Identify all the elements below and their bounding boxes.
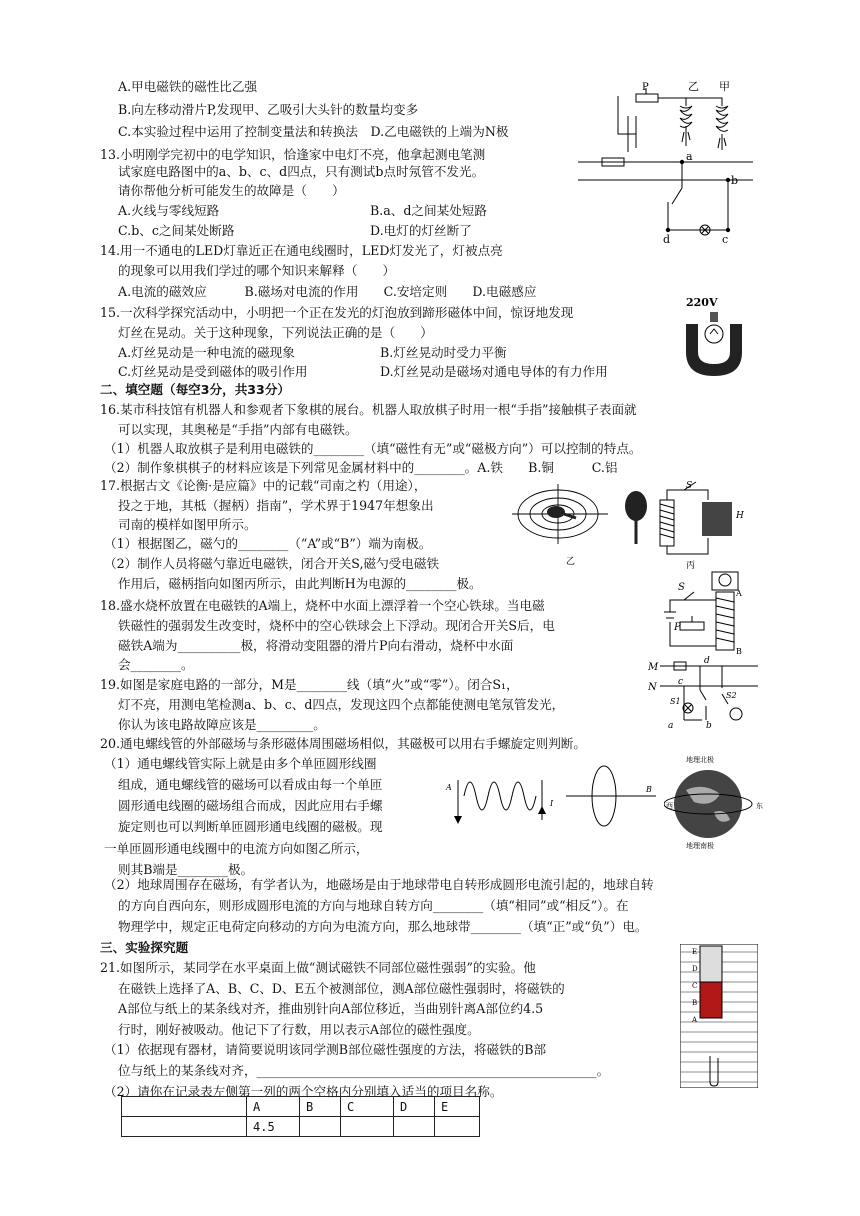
solenoid-a-label: A <box>446 783 452 792</box>
wire-m-label: M <box>648 662 659 673</box>
q20-p6: 则其B端是________极。 <box>118 862 254 877</box>
q19-line2: 灯不亮，用测电笔检测a、b、c、d四点，发现这四个点都能使测电笔氖管发光， <box>118 697 565 712</box>
q20-p2: 组成，通电螺线管的磁场可以看成由每一个单匝 <box>118 777 383 792</box>
spoon-compass-figure <box>512 478 764 570</box>
q20-p3: 圆形通电线圈的磁场组合而成，因此应用右手螺 <box>118 798 383 813</box>
beaker-electromagnet-figure <box>650 570 756 656</box>
point-d-label: d <box>704 656 710 666</box>
q15-option-b: B.灯丝晃动时受力平衡 <box>380 345 507 360</box>
current-i-label: I <box>550 799 554 808</box>
switch-s-label: S <box>678 582 685 593</box>
q20-q2-line1: （2）地球周围存在磁场，有学者认为，地磁场是由于地球带电自转形成圆形电流引起的，地球自转 <box>104 877 654 892</box>
q16-line2: 可以实现，其奥秘是“手指”内部有电磁铁。 <box>118 422 358 437</box>
q21-line5: （1）依据现有器材，请简要说明该同学测B部位磁性强度的方法，将磁铁的B部 <box>104 1042 547 1057</box>
q16-line3: （1）机器人取放棋子是利用电磁铁的________（填“磁性有无”或“磁极方向”）可以控制的特点。 <box>104 441 642 456</box>
table-cell <box>394 1117 435 1137</box>
q12-option-a: A.甲电磁铁的磁性比乙强 <box>118 79 258 94</box>
q21-line4: 行时，刚好被吸动。他记下了行数，用以表示A部位的磁性强度。 <box>118 1022 480 1037</box>
q16-line1: 16.某市科技馆有机器人和参观者下象棋的展台。机器人取放棋子时用一根“手指”接触棋子表面就 <box>100 402 637 417</box>
terminal-h-label: H <box>736 511 744 521</box>
point-c-label: c <box>678 677 684 687</box>
q13-option-a: A.火线与零线短路 <box>118 203 220 218</box>
point-b-label: b <box>731 174 739 187</box>
q15-line1: 15.一次科学探究活动中，小明把一个正在发光的灯泡放到蹄形磁体中间，惊讶地发现 <box>100 305 574 320</box>
table-cell[interactable] <box>122 1117 247 1137</box>
q13-option-d: D.电灯的灯丝断了 <box>370 223 472 238</box>
point-c-label: c <box>722 233 729 244</box>
table-row <box>122 1117 480 1137</box>
magnet-position-label: A <box>692 1016 698 1024</box>
end-b-label: B <box>736 647 742 656</box>
q17-line5: （2）制作人员将磁勺靠近电磁铁，闭合开关S,磁勺受电磁铁 <box>104 556 440 571</box>
solenoid-loop-figure <box>444 760 660 832</box>
q18-line1: 18.盛水烧杯放置在电磁铁的A端上，烧杯中水面上漂浮着一个空心铁球。当电磁 <box>100 598 545 613</box>
q14-line2: 的现象可以用我们学过的哪个知识来解释（ ） <box>118 263 396 278</box>
table-header-cell: E <box>435 1097 480 1117</box>
q21-line1: 21.如图所示，某同学在水平桌面上做“测试磁铁不同部位磁性强弱”的实验。他 <box>100 960 536 975</box>
q14-options: A.电流的磁效应 B.磁场对电流的作用 C.安培定则 D.电磁感应 <box>118 284 537 299</box>
table-header-cell: B <box>300 1097 341 1117</box>
household-circuit-figure <box>648 654 760 730</box>
table-cell <box>300 1117 341 1137</box>
west-label: 西 <box>666 802 673 810</box>
magnet-position-label: C <box>692 982 698 990</box>
loop-b-label: B <box>646 785 652 794</box>
voltage-label: 220V <box>686 296 718 309</box>
earth-globe-figure <box>664 752 764 852</box>
q20-p1: （1）通电螺线管实际上就是由多个单匝圆形线圈 <box>104 756 377 771</box>
magnet-jia-label: 甲 <box>719 80 730 93</box>
south-pole-label: 地理南极 <box>686 842 714 850</box>
point-b-label: b <box>706 721 712 730</box>
q20-q2-line2: 的方向自西向东，则形成圆形电流的方向与地球自转方向________（填“相同”或“相反”）。在 <box>118 898 629 913</box>
q12-option-b: B.向左移动滑片P,发现甲、乙吸引大头针的数量均变多 <box>118 102 419 117</box>
q19-line3: 你认为该电路故障应该是_________。 <box>118 717 326 732</box>
section3-heading: 三、实验探究题 <box>100 940 189 955</box>
record-table <box>121 1096 480 1137</box>
q17-line2: 投之于地，其柢（握柄）指南”，学术界于1947年想象出 <box>118 498 434 513</box>
table-cell <box>435 1117 480 1137</box>
q19-line1: 19.如图是家庭电路的一部分，M是________线（填“火”或“零”）。闭合S₁， <box>100 677 519 692</box>
section2-heading: 二、填空题（每空3分，共33分） <box>100 382 291 397</box>
magnet-paper-figure <box>680 944 758 1088</box>
switch-s2-label: S2 <box>726 691 737 700</box>
table-header-cell[interactable] <box>122 1097 247 1117</box>
q20-p4: 旋定则也可以判断单匝圆形通电线圈的磁极。现 <box>118 819 383 834</box>
q17-line4: （1）根据图乙，磁勺的________（“A”或“B”）端为南极。 <box>104 536 432 551</box>
switch-s-label: S <box>686 481 693 491</box>
table-header-cell: A <box>247 1097 300 1117</box>
q20-p5: 一单匝圆形通电线圈中的电流方向如图乙所示， <box>104 841 369 856</box>
q21-line7: （2）请你在记录表左侧第一列的两个空格内分别填入适当的项目名称。 <box>104 1084 503 1099</box>
q17-line3: 司南的模样如图甲所示。 <box>118 517 257 532</box>
table-header-cell: C <box>341 1097 394 1117</box>
point-a-label: a <box>668 721 674 730</box>
slider-p-label: P <box>642 82 649 93</box>
east-label: 东 <box>756 802 763 810</box>
home-circuit-figure <box>578 142 758 244</box>
q21-line3: A部位与纸上的某条线对齐，推曲别针向A部位移近，当曲别针离A部位约4.5 <box>118 1001 544 1016</box>
q21-line2: 在磁铁上选择了A、B、C、D、E五个被测部位，测A部位磁性强弱时，将磁铁的 <box>118 981 565 996</box>
q20-q2-line3: 物理学中，规定正电荷定向移动的方向为电流方向，那么地球带________（填“正”或“负”）电。 <box>118 919 648 934</box>
q15-line2: 灯丝在晃动。关于这种现象，下列说法正确的是（ ） <box>118 325 433 340</box>
q17-line1: 17.根据古文《论衡·是应篇》中的记载“司南之杓（用途）， <box>100 478 427 493</box>
q15-option-a: A.灯丝晃动是一种电流的磁现象 <box>118 345 295 360</box>
magnet-position-label: E <box>692 948 698 956</box>
slider-p-label: P <box>674 622 681 633</box>
q16-line4: （2）制作象棋棋子的材料应该是下列常见金属材料中的________。A.铁 B.铜 C.铝 <box>104 460 618 475</box>
table-cell: 4.5 <box>247 1117 300 1137</box>
figure-bing-caption: 丙 <box>686 561 696 570</box>
q17-line6: 作用后，磁柄指向如图丙所示，由此判断H为电源的________极。 <box>118 576 482 591</box>
magnet-yi-label: 乙 <box>688 80 699 93</box>
q13-line3: 请你帮他分析可能发生的故障是（ ） <box>118 183 345 198</box>
q18-line4: 会________。 <box>118 657 194 672</box>
north-pole-label: 地理北极 <box>686 756 714 764</box>
switch-s1-label: S1 <box>670 697 681 706</box>
q21-line6: 位与纸上的某条线对齐，______________________________________________________。 <box>118 1063 610 1078</box>
q18-line3: 磁铁A端为__________极，将滑动变阻器的滑片P向右滑动，烧杯中水面 <box>118 638 514 653</box>
point-d-label: d <box>663 233 671 244</box>
figure-yi-caption: 乙 <box>566 557 576 567</box>
q12-option-cd: C.本实验过程中运用了控制变量法和转换法 D.乙电磁铁的上端为N极 <box>118 124 509 139</box>
table-cell <box>341 1117 394 1137</box>
magnet-position-label: B <box>692 999 698 1007</box>
end-a-label: A <box>736 589 742 598</box>
table-header-row <box>122 1097 480 1117</box>
table-header-cell: D <box>394 1097 435 1117</box>
q13-option-b: B.a、d之间某处短路 <box>370 203 487 218</box>
q13-option-c: C.b、c之间某处断路 <box>118 223 235 238</box>
wire-n-label: N <box>648 682 657 693</box>
q20-line1: 20.通电螺线管的外部磁场与条形磁体周围磁场相似，其磁极可以用右手螺旋定则判断。 <box>100 736 586 751</box>
bulb-magnet-figure <box>680 294 750 380</box>
q15-option-c: C.灯丝晃动是受到磁体的吸引作用 <box>118 364 308 379</box>
q18-line2: 铁磁性的强弱发生改变时，烧杯中的空心铁球会上下浮动。现闭合开关S后，电 <box>118 618 555 633</box>
q14-line1: 14.用一不通电的LED灯靠近正在通电线圈时，LED灯发光了，灯被点亮 <box>100 243 503 258</box>
q13-line1: 13.小明刚学完初中的电学知识，恰逢家中电灯不亮，他拿起测电笔测 <box>100 147 486 162</box>
q15-option-d: D.灯丝晃动是磁场对通电导体的有力作用 <box>380 364 608 379</box>
magnet-position-label: D <box>692 965 698 973</box>
q13-line2: 试家庭电路图中的a、b、c、d四点，只有测试b点时氖管不发光。 <box>118 164 485 179</box>
point-a-label: a <box>686 150 693 163</box>
